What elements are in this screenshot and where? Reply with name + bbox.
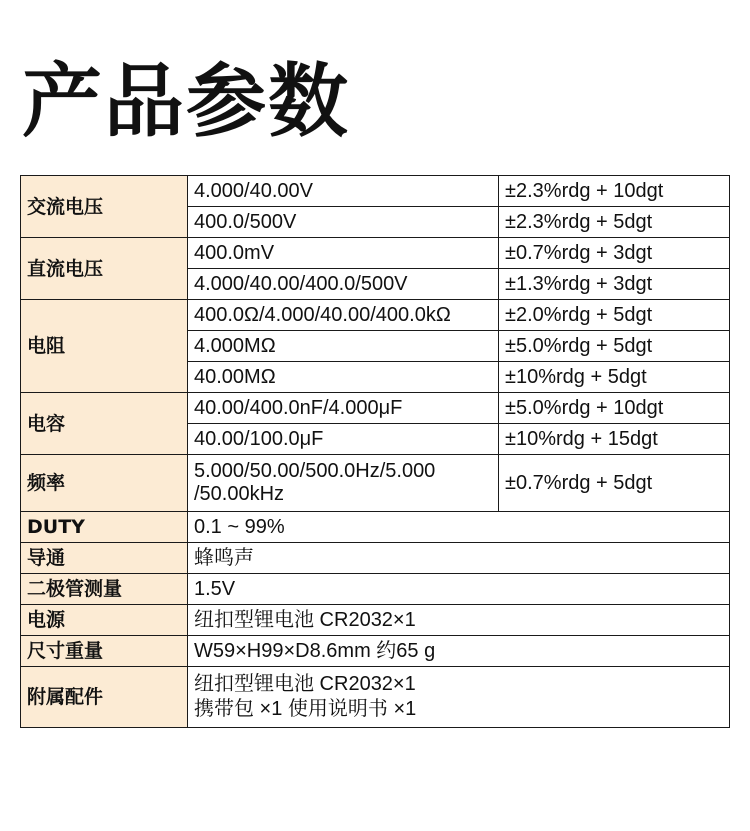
spec-table xyxy=(20,175,730,728)
ac-voltage-accuracy-2: ±2.3%rdg + 5dgt xyxy=(499,207,730,238)
resistance-accuracy-1: ±2.0%rdg + 5dgt xyxy=(499,300,730,331)
capacitance-label: 电容 xyxy=(21,393,188,455)
table-row xyxy=(21,574,730,605)
duty-value: 0.1 ~ 99% xyxy=(188,512,730,543)
resistance-accuracy-2: ±5.0%rdg + 5dgt xyxy=(499,331,730,362)
accessories-line-1: 纽扣型锂电池 CR2032×1 xyxy=(194,673,416,695)
dc-voltage-accuracy-1: ±0.7%rdg + 3dgt xyxy=(499,238,730,269)
frequency-range: 5.000/50.00/500.0Hz/5.000 /50.00kHz xyxy=(188,455,499,512)
ac-voltage-accuracy-1: ±2.3%rdg + 10dgt xyxy=(499,176,730,207)
duty-label: DUTY xyxy=(21,512,188,543)
resistance-range-3: 40.00MΩ xyxy=(188,362,499,393)
table-row xyxy=(21,455,730,512)
resistance-range-1: 400.0Ω/4.000/40.00/400.0kΩ xyxy=(188,300,499,331)
table-row xyxy=(21,636,730,667)
continuity-label: 导通 xyxy=(21,543,188,574)
accessories-label: 附属配件 xyxy=(21,667,188,728)
diode-label: 二极管测量 xyxy=(21,574,188,605)
table-row xyxy=(21,176,730,207)
resistance-label: 电阻 xyxy=(21,300,188,393)
frequency-label: 频率 xyxy=(21,455,188,512)
frequency-accuracy: ±0.7%rdg + 5dgt xyxy=(499,455,730,512)
table-row xyxy=(21,238,730,269)
size-weight-value: W59×H99×D8.6mm 约65 g xyxy=(188,636,730,667)
capacitance-range-2: 40.00/100.0μF xyxy=(188,424,499,455)
ac-voltage-label: 交流电压 xyxy=(21,176,188,238)
diode-value: 1.5V xyxy=(188,574,730,605)
capacitance-accuracy-2: ±10%rdg + 15dgt xyxy=(499,424,730,455)
size-weight-label: 尺寸重量 xyxy=(21,636,188,667)
power-label: 电源 xyxy=(21,605,188,636)
ac-voltage-range-1: 4.000/40.00V xyxy=(188,176,499,207)
dc-voltage-label: 直流电压 xyxy=(21,238,188,300)
accessories-value xyxy=(188,667,730,728)
table-row xyxy=(21,512,730,543)
continuity-value: 蜂鸣声 xyxy=(188,543,730,574)
dc-voltage-range-2: 4.000/40.00/400.0/500V xyxy=(188,269,499,300)
accessories-line-2: 携带包 ×1 使用说明书 ×1 xyxy=(194,698,417,720)
table-row xyxy=(21,605,730,636)
page-title: 产品参数 xyxy=(22,55,350,148)
capacitance-accuracy-1: ±5.0%rdg + 10dgt xyxy=(499,393,730,424)
table-row xyxy=(21,300,730,331)
table-row xyxy=(21,667,730,728)
dc-voltage-accuracy-2: ±1.3%rdg + 3dgt xyxy=(499,269,730,300)
table-row xyxy=(21,393,730,424)
capacitance-range-1: 40.00/400.0nF/4.000μF xyxy=(188,393,499,424)
ac-voltage-range-2: 400.0/500V xyxy=(188,207,499,238)
dc-voltage-range-1: 400.0mV xyxy=(188,238,499,269)
table-row xyxy=(21,543,730,574)
power-value: 纽扣型锂电池 CR2032×1 xyxy=(188,605,730,636)
resistance-accuracy-3: ±10%rdg + 5dgt xyxy=(499,362,730,393)
resistance-range-2: 4.000MΩ xyxy=(188,331,499,362)
